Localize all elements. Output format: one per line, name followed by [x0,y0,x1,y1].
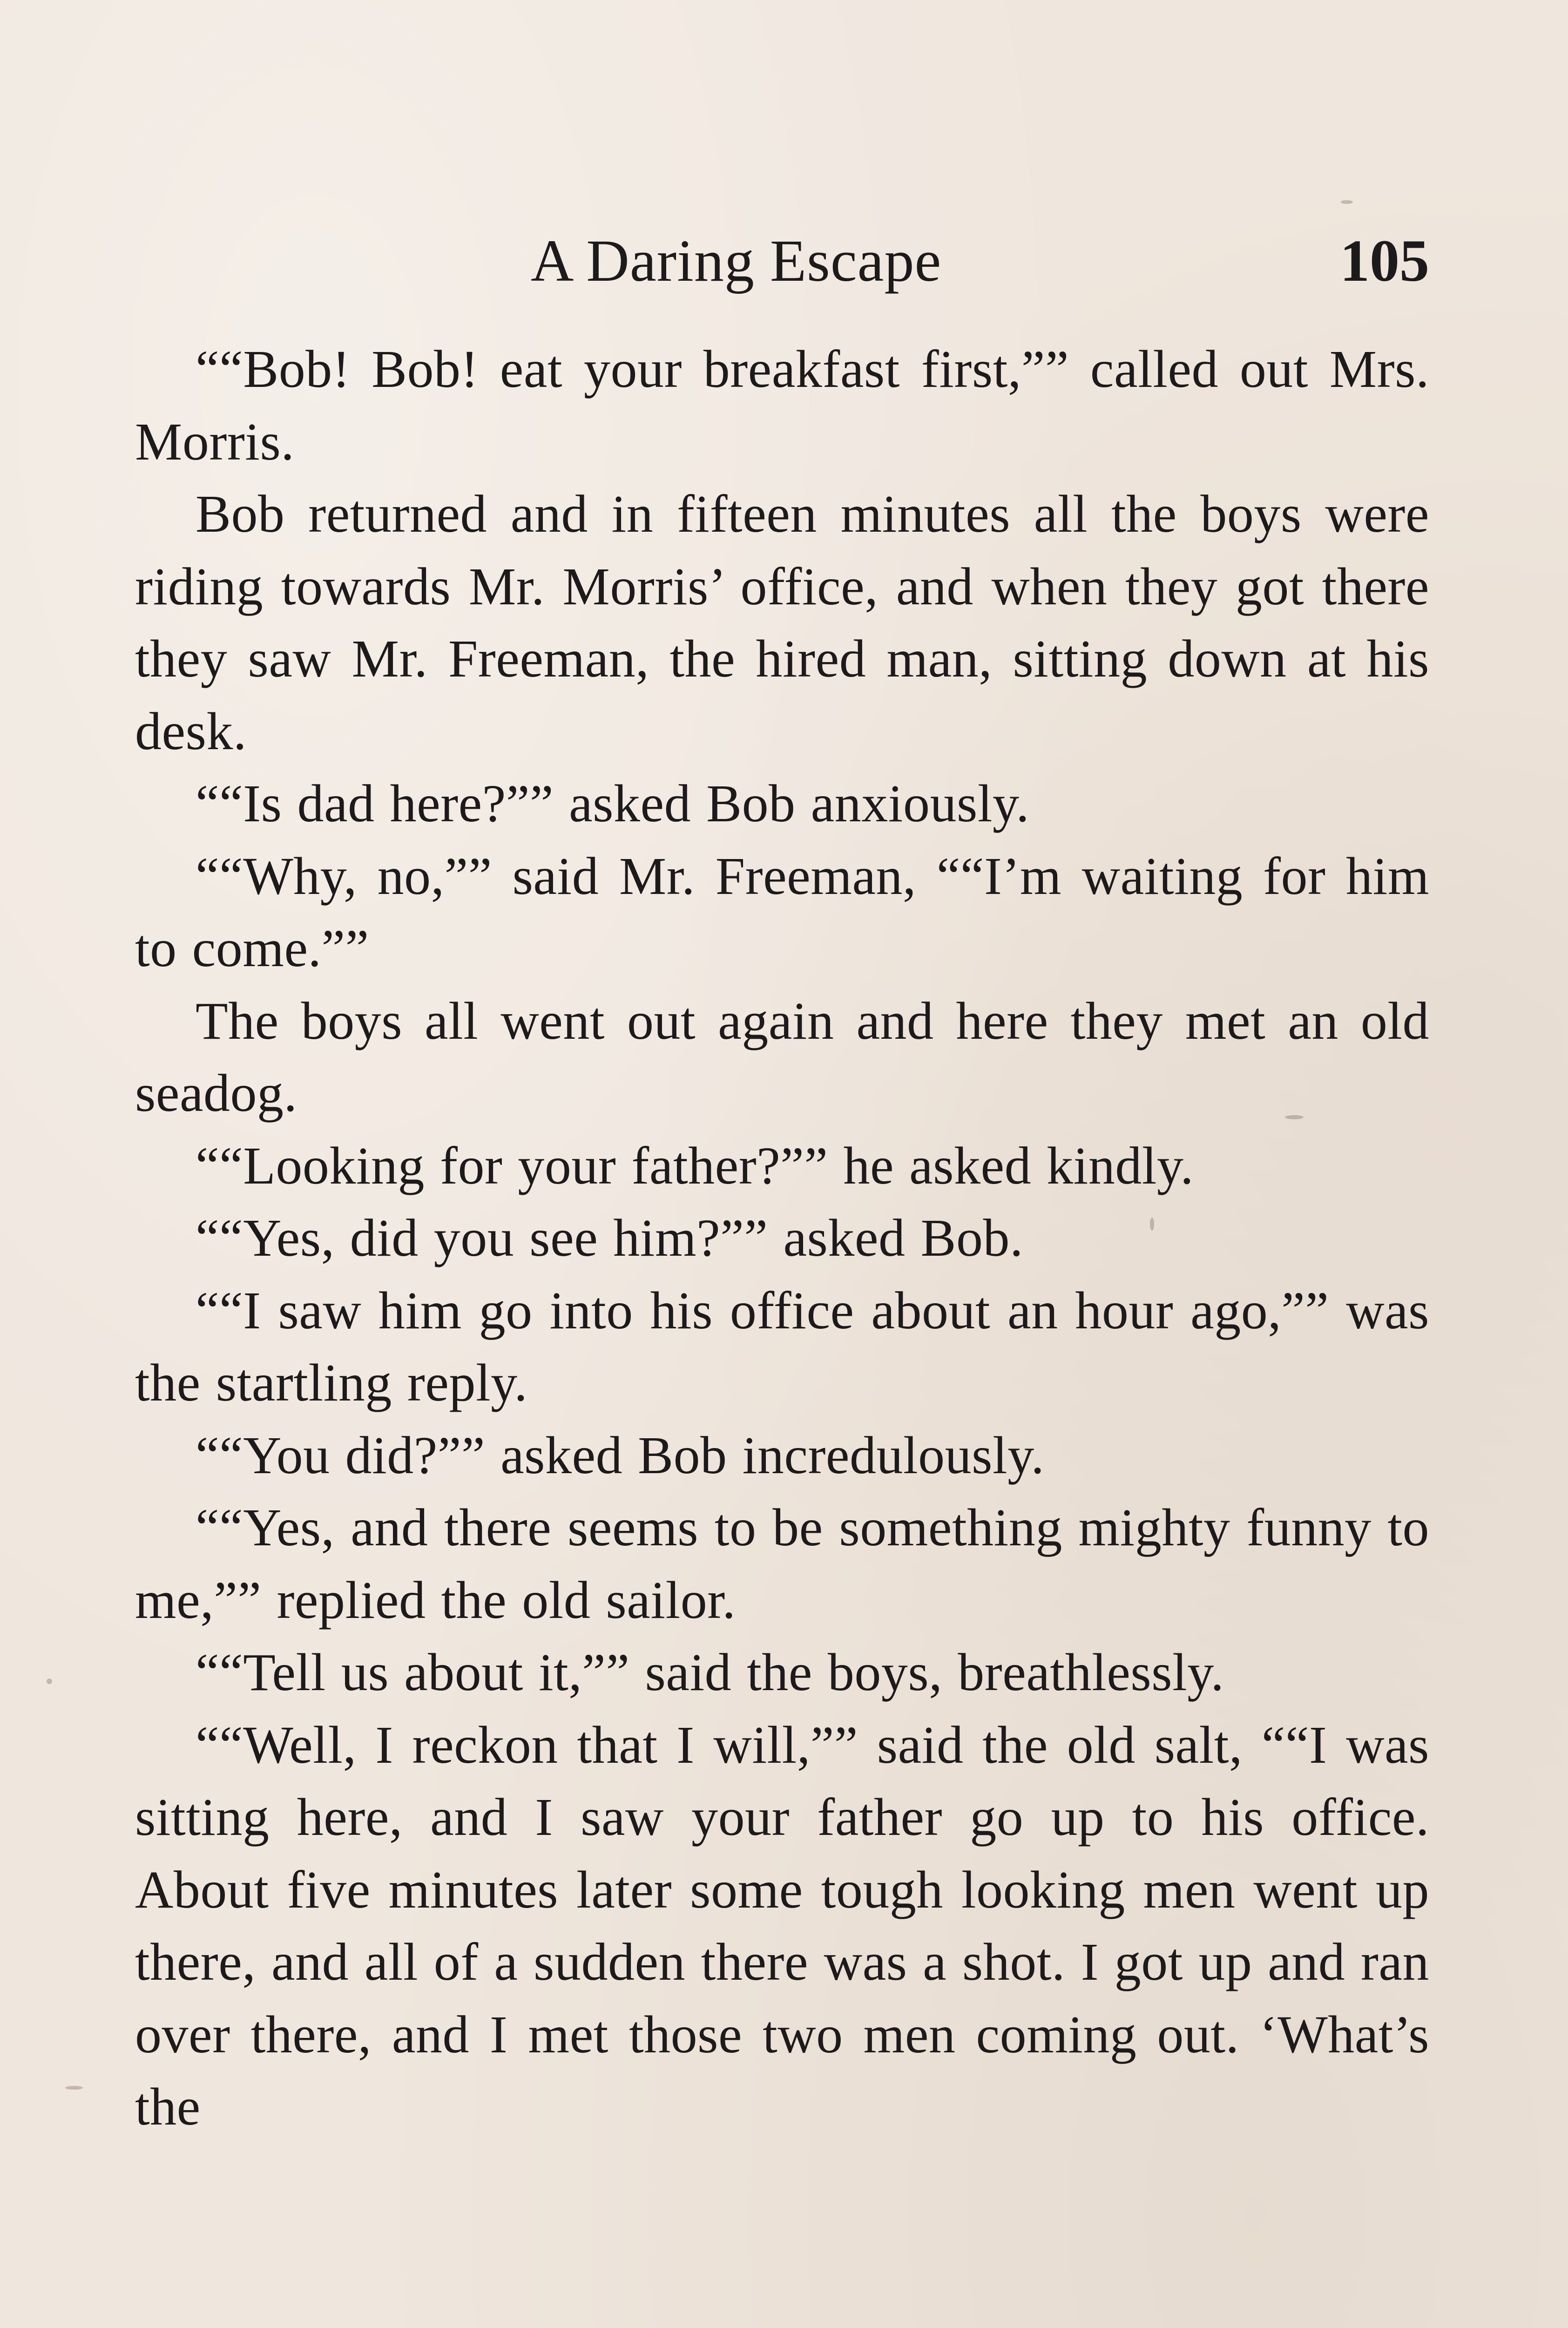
paper-speck [65,2086,83,2090]
paragraph: ““Why, no,”” said Mr. Freeman, ““I’m waiting for him to come.”” [135,846,1429,978]
page-number: 105 [1340,228,1429,294]
paper-speck [1341,200,1353,204]
running-title: A Daring Escape [531,228,942,294]
paragraph: ““Tell us about it,”” said the boys, breathlessly. [196,1643,1224,1702]
paragraph: ““Well, I reckon that I will,”” said the old salt, ““I was sitting here, and I saw your father go up to his office. About five minutes later some tough looking men went up there, and all of a sudden there was a shot. I got up and ran over there, and I met those two men coming out. ‘What’s the [135,1715,1429,2136]
body-text [135,333,1429,2143]
paragraph: ““You did?”” asked Bob incredulously. [196,1425,1045,1485]
paragraph: The boys all went out again and here they met an old seadog. [135,991,1429,1123]
paper-speck [1285,1115,1304,1119]
page-header [135,214,1429,307]
paragraph: ““Yes, did you see him?”” asked Bob. [196,1208,1024,1267]
paragraph: ““Is dad here?”” asked Bob anxiously. [196,774,1030,833]
paper-speck [1150,1218,1154,1231]
paragraph: ““Looking for your father?”” he asked kindly. [196,1136,1194,1195]
paragraph: ““Yes, and there seems to be something mighty funny to me,”” replied the old sailor. [135,1498,1429,1630]
paragraph: ““I saw him go into his office about an hour ago,”” was the startling reply. [135,1280,1429,1412]
paragraph: ““Bob! Bob! eat your breakfast first,”” called out Mrs. Morris. [135,339,1429,471]
paragraph: Bob returned and in fifteen minutes all the boys were riding towards Mr. Morris’ office, and when they got there they saw Mr. Freeman, the hired man, sitting down at his desk. [135,484,1429,761]
paper-speck [47,1678,52,1684]
